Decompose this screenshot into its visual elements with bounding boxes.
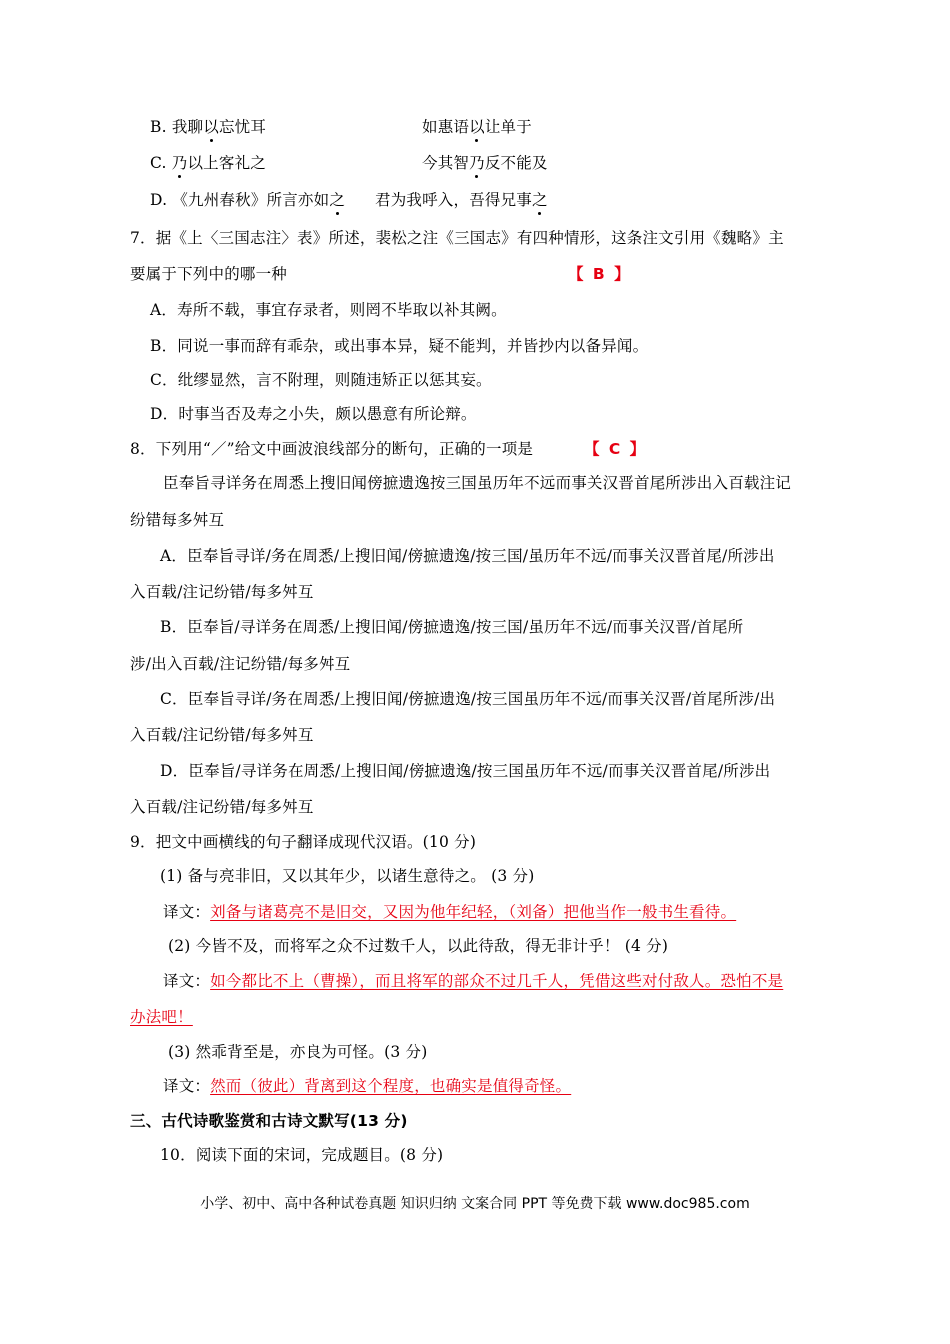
q8-option-b-line2: 涉/出入百载/注记纷错/每多舛互 bbox=[130, 655, 351, 673]
q7-option-a: A．寿所不载，事宜存录者，则罔不毕取以补其阙。 bbox=[150, 301, 507, 319]
q6-option-d-right: 君为我呼入，吾得兄事之 bbox=[375, 191, 548, 209]
q6-option-b-left: B. 我聊以忘忧耳 bbox=[150, 118, 267, 136]
q8-option-a-line1: A．臣奉旨寻详/务在周悉/上搜旧闻/傍摭遗逸/按三国/虽历年不远/而事关汉晋首尾/所涉出 bbox=[160, 547, 775, 565]
q8-passage-line2: 纷错每多舛互 bbox=[130, 511, 225, 529]
q7-option-b: B．同说一事而辞有乖杂，或出事本异，疑不能判，并皆抄内以备异闻。 bbox=[150, 337, 649, 355]
emphasis-dot-char: 之 bbox=[329, 191, 346, 209]
q8-answer: 【 C 】 bbox=[584, 440, 648, 458]
q9-sentence-3: (3) 然乖背至是，亦良为可怪。(3 分) bbox=[168, 1043, 428, 1061]
translation-answer: 刘备与诸葛亮不是旧交，又因为他年纪轻，（刘备）把他当作一般书生看待。 bbox=[210, 903, 737, 921]
translation-answer: 办法吧！ bbox=[130, 1008, 193, 1026]
translation-label: 译文： bbox=[163, 1077, 211, 1095]
emphasis-dot-char: 乃 bbox=[171, 154, 188, 172]
q8-option-a-line2: 入百载/注记纷错/每多舛互 bbox=[130, 583, 314, 601]
emphasis-dot-char: 乃 bbox=[469, 154, 485, 172]
q9-translation-1 bbox=[163, 902, 736, 922]
q7-option-c: C．纰缪显然，言不附理，则随违矫正以惩其妄。 bbox=[150, 371, 492, 389]
emphasis-dot-char: 以 bbox=[469, 118, 485, 136]
q8-option-d-line1: D．臣奉旨/寻详务在周悉/上搜旧闻/傍摭遗逸/按三国虽历年不远/而事关汉晋首尾/所涉出 bbox=[160, 762, 771, 780]
translation-answer: 如今都比不上（曹操），而且将军的部众不过几千人，凭借这些对付敌人。恐怕不是 bbox=[210, 972, 784, 990]
q9-sentence-2: (2) 今皆不及，而将军之众不过数千人，以此待敌，得无非计乎！ (4 分) bbox=[168, 937, 669, 955]
translation-answer: 然而（彼此）背离到这个程度，也确实是值得奇怪。 bbox=[210, 1077, 572, 1095]
q8-option-c-line1: C．臣奉旨寻详/务在周悉/上搜旧闻/傍摭遗逸/按三国虽历年不远/而事关汉晋/首尾所涉/出 bbox=[160, 690, 776, 708]
emphasis-dot-char: 以 bbox=[203, 118, 219, 136]
q8-option-b-line1: B．臣奉旨/寻详务在周悉/上搜旧闻/傍摭遗逸/按三国/虽历年不远/而事关汉晋/首尾所 bbox=[160, 618, 744, 636]
translation-label: 译文： bbox=[163, 903, 211, 921]
q10-stem: 10．阅读下面的宋词，完成题目。(8 分) bbox=[160, 1146, 444, 1164]
page-footer: 小学、初中、高中各种试卷真题 知识归纳 文案合同 PPT 等免费下载 www.doc985.com bbox=[200, 1196, 750, 1212]
q8-option-d-line2: 入百载/注记纷错/每多舛互 bbox=[130, 798, 314, 816]
q6-option-c-left: C. 乃以上客礼之 bbox=[150, 154, 266, 172]
q7-answer: 【 B 】 bbox=[568, 265, 632, 283]
q7-stem-line2: 要属于下列中的哪一种 bbox=[130, 265, 288, 283]
q7-option-d: D．时事当否及寿之小失，颇以愚意有所论辩。 bbox=[150, 405, 477, 423]
q6-option-b-right: 如惠语以让单于 bbox=[422, 118, 532, 136]
q7-stem-line1: 7．据《上〈三国志注〉表》所述，裴松之注《三国志》有四种情形，这条注文引用《魏略》主 bbox=[130, 229, 784, 247]
q8-option-c-line2: 入百载/注记纷错/每多舛互 bbox=[130, 726, 314, 744]
q6-option-c-right: 今其智乃反不能及 bbox=[422, 154, 548, 172]
section-3-title: 三、古代诗歌鉴赏和古诗文默写(13 分) bbox=[130, 1112, 408, 1130]
q9-translation-3 bbox=[163, 1076, 571, 1096]
translation-label: 译文： bbox=[163, 972, 211, 990]
emphasis-dot-char: 之 bbox=[532, 191, 548, 209]
q9-translation-2-line2 bbox=[130, 1007, 193, 1027]
q6-option-d-left: D. 《九州春秋》所言亦如之 bbox=[150, 191, 346, 209]
q8-passage-line1: 臣奉旨寻详务在周悉上搜旧闻傍摭遗逸按三国虽历年不远而事关汉晋首尾所涉出入百载注记 bbox=[163, 474, 792, 492]
q9-stem: 9．把文中画横线的句子翻译成现代汉语。(10 分) bbox=[130, 833, 477, 851]
q9-translation-2-line1 bbox=[163, 971, 783, 991]
q9-sentence-1: (1) 备与亮非旧，又以其年少，以诸生意待之。 (3 分) bbox=[160, 867, 535, 885]
q8-stem: 8．下列用“／”给文中画波浪线部分的断句，正确的一项是 bbox=[130, 440, 534, 458]
